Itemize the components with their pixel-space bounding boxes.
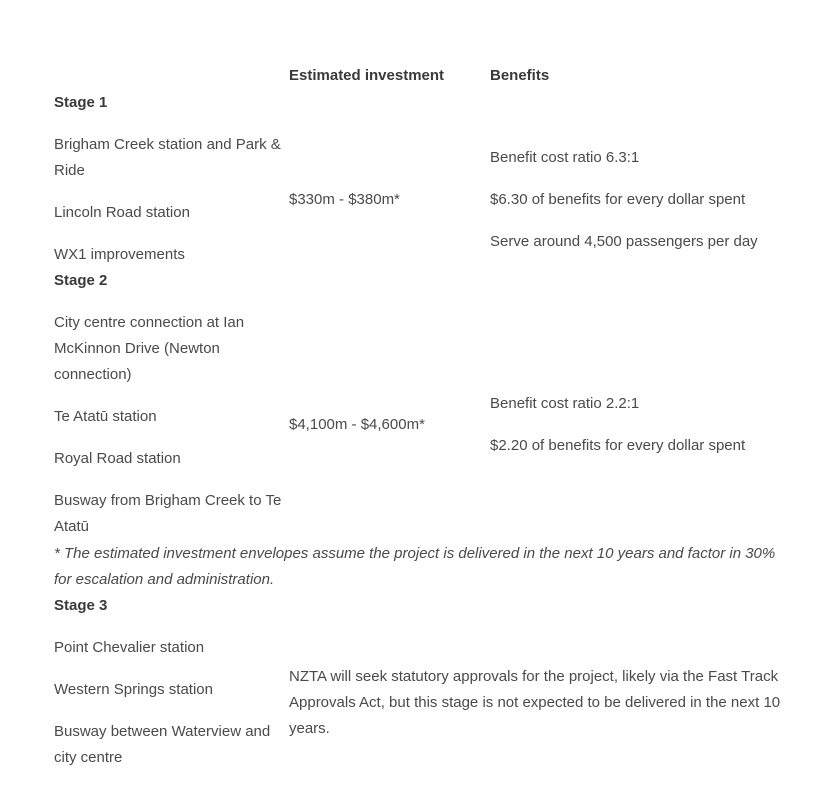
stage-1-item: WX1 improvements <box>54 246 185 263</box>
stage-1-investment: $330m - $380m* <box>289 191 400 208</box>
stage-2-benefit: $2.20 of benefits for every dollar spent <box>490 437 746 454</box>
stage-2-item: Royal Road station <box>54 450 181 467</box>
stage-1-benefit: $6.30 of benefits for every dollar spent <box>490 191 746 208</box>
stage-1-item: Brigham Creek station and Park & Ride <box>54 136 281 179</box>
stage-2-item: City centre connection at Ian McKinnon Drive (Newton connection) <box>54 314 245 383</box>
header-estimated-investment: Estimated investment <box>289 67 445 84</box>
stage-3-item: Point Chevalier station <box>54 639 205 656</box>
stage-1-benefit: Benefit cost ratio 6.3:1 <box>490 149 640 166</box>
stage-2-benefit: Benefit cost ratio 2.2:1 <box>490 395 640 412</box>
stage-1-item: Lincoln Road station <box>54 204 190 221</box>
stage-1-benefit: Serve around 4,500 passengers per day <box>490 233 758 250</box>
stage-3-item: Western Springs station <box>54 681 213 698</box>
stage-2-item: Busway from Brigham Creek to Te Atatū <box>54 492 282 535</box>
header-benefits: Benefits <box>490 67 550 84</box>
stage-3-note: NZTA will seek statutory approvals for the project, likely via the Fast Track Approvals Act, but this stage is not expected to be delivered in the next 10 years. <box>289 668 781 737</box>
footnote: * The estimated investment envelopes assume the project is delivered in the next 10 years and factor in 30% for escalation and administration. <box>54 545 776 588</box>
stage-2-title: Stage 2 <box>54 272 108 289</box>
stage-3-item: Busway between Waterview and city centre <box>54 723 271 766</box>
stage-2-investment: $4,100m - $4,600m* <box>289 416 425 433</box>
stage-2-item: Te Atatū station <box>54 408 157 425</box>
stage-3-title: Stage 3 <box>54 597 108 614</box>
stage-1-title: Stage 1 <box>54 94 108 111</box>
